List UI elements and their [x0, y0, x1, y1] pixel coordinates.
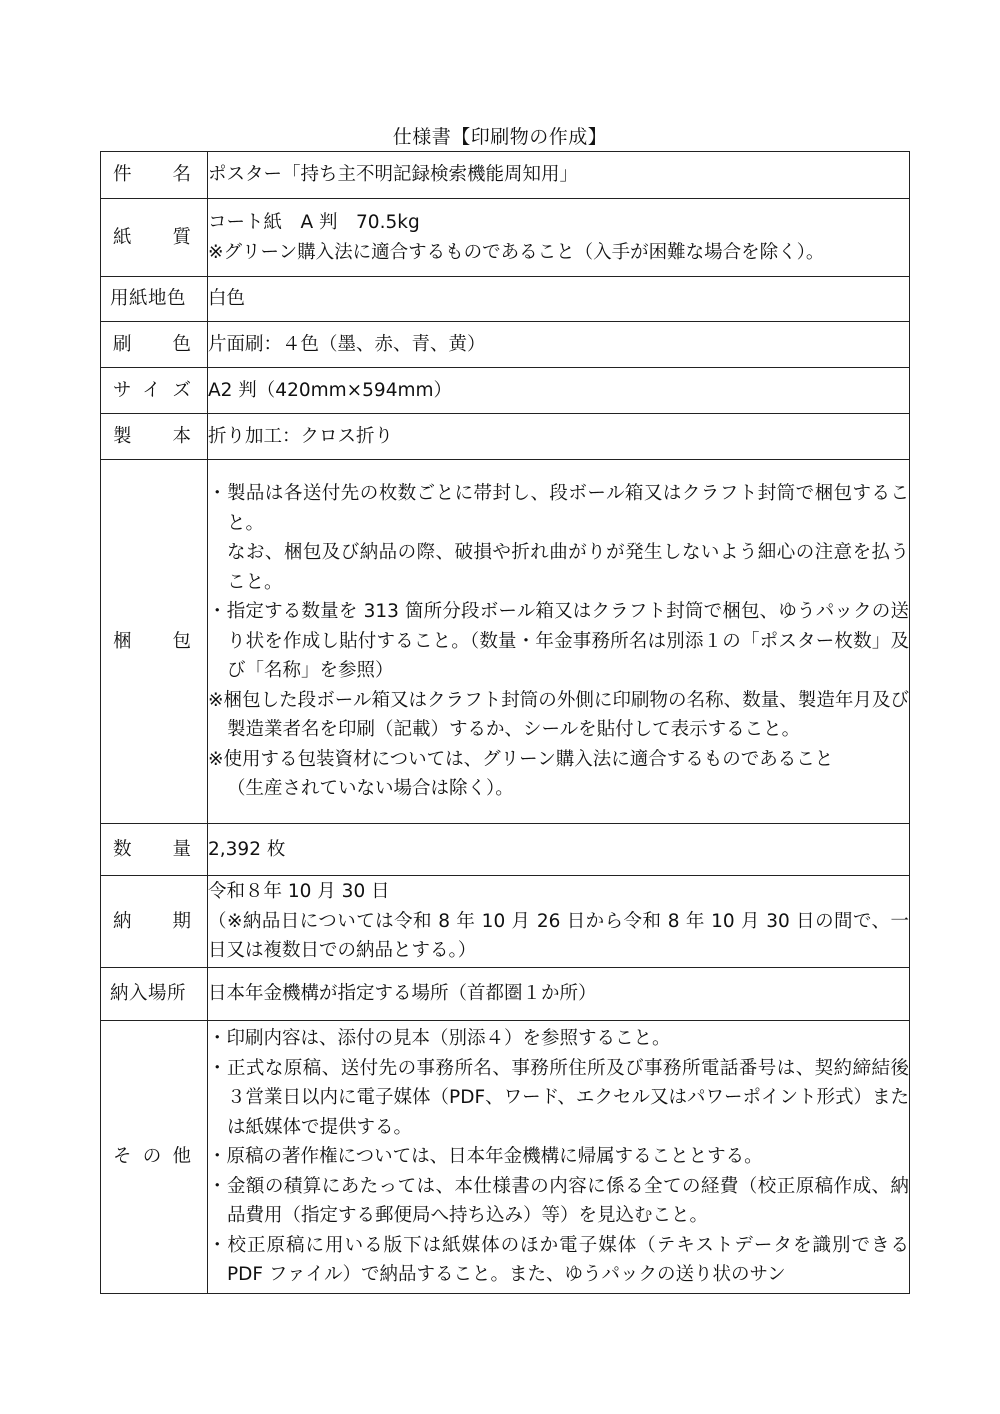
paper-line: コート紙 A 判 70.5kg — [208, 212, 420, 233]
row-value: ポスター「持ち主不明記録検索機能周知用」 — [208, 152, 910, 199]
row-label: 納 期 — [101, 876, 208, 968]
row-label: サイズ — [101, 368, 208, 414]
row-value — [208, 1021, 910, 1294]
row-value: 白色 — [208, 277, 910, 322]
row-label: 数 量 — [101, 824, 208, 876]
row-label: 用紙地色 — [101, 277, 208, 322]
row-quantity — [101, 824, 910, 876]
row-label: 紙 質 — [101, 199, 208, 277]
row-place — [101, 968, 910, 1021]
row-value: 日本年金機構が指定する場所（首都圏１か所） — [208, 968, 910, 1021]
row-size — [101, 368, 910, 414]
packing-note: ※使用する包装資材については、グリーン購入法に適合するものであること — [208, 748, 834, 770]
row-value — [208, 199, 910, 277]
row-label: 納入場所 — [101, 968, 208, 1021]
other-item: ・正式な原稿、送付先の事務所名、事務所住所及び事務所電話番号は、契約締結後３営業日以内に電子媒体（PDF、ワード、エクセル又はパワーポイント形式）または紙媒体で提供する。 — [208, 1057, 909, 1138]
row-paper — [101, 199, 910, 277]
delivery-note: （※納品日については令和 8 年 10 月 26 日から令和 8 年 10 月 30 日の間で、一日又は複数日での納品とする。） — [208, 910, 909, 962]
row-label: 刷 色 — [101, 322, 208, 368]
row-value: 片面刷：４色（墨、赤、青、黄） — [208, 322, 910, 368]
packing-item-cont: なお、梱包及び納品の際、破損や折れ曲がりが発生しないよう細心の注意を払うこと。 — [227, 542, 909, 593]
delivery-date: 令和８年 10 月 30 日 — [208, 881, 390, 903]
row-label: 製 本 — [101, 414, 208, 460]
row-ground-color — [101, 277, 910, 322]
spec-table — [100, 151, 910, 1294]
row-name — [101, 152, 910, 199]
row-label: 件 名 — [101, 152, 208, 199]
row-value: A2 判（420mm×594mm） — [208, 368, 910, 414]
row-delivery — [101, 876, 910, 968]
packing-note-cont: （生産されていない場合は除く）。 — [227, 778, 514, 800]
other-item: ・校正原稿に用いる版下は紙媒体のほか電子媒体（テキストデータを識別できる PDF ファイル）で納品すること。また、ゆうパックの送り状のサン — [208, 1234, 909, 1286]
document-title: 仕様書【印刷物の作成】 — [392, 126, 608, 148]
row-print-color — [101, 322, 910, 368]
other-item: ・金額の積算にあたっては、本仕様書の内容に係る全ての経費（校正原稿作成、納品費用（指定する郵便局へ持ち込み）等）を見込むこと。 — [208, 1175, 909, 1227]
row-label: 梱 包 — [101, 460, 208, 824]
other-item: ・印刷内容は、添付の見本（別添４）を参照すること。 — [208, 1028, 671, 1050]
row-value — [208, 460, 910, 824]
other-item: ・原稿の著作権については、日本年金機構に帰属することとする。 — [208, 1146, 763, 1168]
row-label: そ の 他 — [101, 1021, 208, 1294]
paper-note: ※グリーン購入法に適合するものであること（入手が困難な場合を除く）。 — [208, 241, 825, 263]
packing-item: ・製品は各送付先の枚数ごとに帯封し、段ボール箱又はクラフト封筒で梱包すること。 — [208, 483, 909, 534]
row-other — [101, 1021, 910, 1294]
row-value — [208, 876, 910, 968]
row-binding — [101, 414, 910, 460]
packing-item: ・指定する数量を 313 箇所分段ボール箱又はクラフト封筒で梱包、ゆうパックの送り状を作成し貼付すること。（数量・年金事務所名は別添１の「ポスター枚数」及び「名称」を参照） — [208, 601, 909, 682]
packing-note: ※梱包した段ボール箱又はクラフト封筒の外側に印刷物の名称、数量、製造年月及び製造業者名を印刷（記載）するか、シールを貼付して表示すること。 — [208, 689, 909, 741]
row-packing — [101, 460, 910, 824]
row-value: 2,392 枚 — [208, 824, 910, 876]
row-value: 折り加工：クロス折り — [208, 414, 910, 460]
